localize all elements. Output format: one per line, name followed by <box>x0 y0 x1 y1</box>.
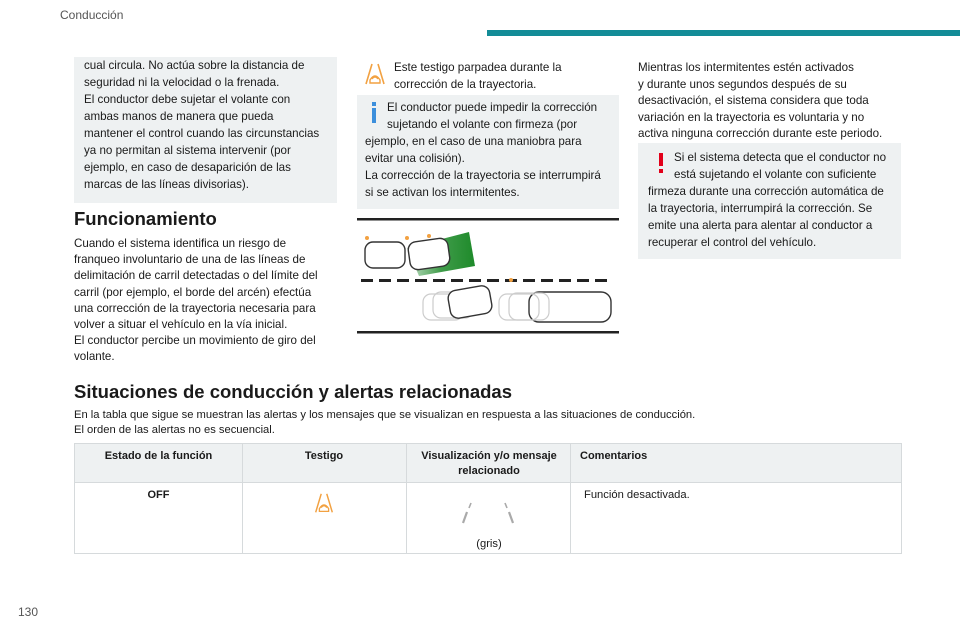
warning-note <box>357 60 619 92</box>
note-line: cual circula. No actúa sobre la distancia de <box>84 59 305 72</box>
note-line: El conductor debe sujetar el volante con <box>84 93 291 106</box>
body-line: franqueo involuntario de una de las líneas de <box>74 253 306 267</box>
note-line: marcas de las líneas divisorias). <box>84 178 249 191</box>
warning-line: corrección de la trayectoria. <box>394 77 537 91</box>
info-line: ejemplo, en el caso de una maniobra para <box>365 135 582 148</box>
note-box-continued <box>74 57 337 203</box>
column-divider <box>406 444 407 553</box>
header-accent-bar <box>487 30 960 36</box>
info-note-box <box>357 95 619 209</box>
body-line: una corrección de la trayectoria necesaria para <box>74 301 316 315</box>
alert-line: firmeza durante una corrección automática de <box>648 185 884 198</box>
cell-state: OFF <box>147 489 170 501</box>
situations-intro <box>74 408 904 438</box>
body-line: volante. <box>74 350 115 364</box>
page-number: 130 <box>18 605 39 619</box>
info-line: La corrección de la trayectoria se interrumpirá <box>365 169 601 182</box>
lane-lines-gray-icon <box>457 499 519 528</box>
note-line: mantener el control cuando las circunstancias <box>84 127 320 140</box>
body-line: delimitación de carril detectadas o del límite del <box>74 269 318 283</box>
cell-comment: Función desactivada. <box>584 489 690 501</box>
funcionamiento-body <box>74 236 342 366</box>
note-line: variación en la trayectoria es voluntaria y no <box>638 110 865 124</box>
heading-situaciones: Situaciones de conducción y alertas relacionadas <box>74 381 512 402</box>
lane-warning-indicator-icon <box>312 492 336 519</box>
info-icon <box>365 99 387 125</box>
note-line: seguridad ni la velocidad o la frenada. <box>84 76 280 89</box>
body-line: Cuando el sistema identifica un riesgo de <box>74 237 287 250</box>
alert-line: está sujetando el volante con suficiente <box>674 168 877 181</box>
alert-line: Si el sistema detecta que el conductor no <box>674 151 887 164</box>
alert-line: la trayectoria, interrumpirá la corrección. Se <box>648 202 873 215</box>
intro-line: En la tabla que sigue se muestran las alertas y los mensajes que se visualizan en respuesta a las situaciones de conducción. <box>74 409 696 421</box>
exclamation-icon <box>648 149 674 177</box>
lane-correction-illustration <box>357 218 619 338</box>
intro-line: El orden de las alertas no es secuencial. <box>74 424 275 436</box>
table-header-row <box>75 444 901 483</box>
column-divider <box>242 444 243 553</box>
note-line: ambas manos de manera que pueda <box>84 110 274 123</box>
info-line: evitar una colisión). <box>365 152 465 165</box>
cell-display-caption: (gris) <box>476 538 502 550</box>
body-line: carril (por ejemplo, el borde del arcén) efectúa <box>74 285 312 299</box>
lane-warning-icon <box>362 62 388 93</box>
warning-line: Este testigo parpadea durante la <box>394 61 562 74</box>
turn-signal-note <box>638 60 902 143</box>
info-line: si se activan los intermitentes. <box>365 186 520 199</box>
column-divider <box>570 444 571 553</box>
body-line: El conductor percibe un movimiento de giro del <box>74 334 316 348</box>
alert-line: recuperar el control del vehículo. <box>648 236 817 249</box>
note-line: desactivación, el sistema considera que toda <box>638 94 869 107</box>
header-testigo: Testigo <box>304 450 344 462</box>
heading-funcionamiento: Funcionamiento <box>74 208 217 229</box>
note-line: activa ninguna corrección durante este periodo. <box>638 127 883 140</box>
header-visualizacion: Visualización y/o mensaje relacionado <box>421 450 557 477</box>
note-line: y durante unos segundos después de su <box>638 77 847 91</box>
alert-line: emite una alerta para alentar al conductor a <box>648 219 873 232</box>
body-line: volver a situar el vehículo en la vía inicial. <box>74 318 288 332</box>
header-comentarios: Comentarios <box>580 450 648 462</box>
alert-note-box <box>638 143 901 259</box>
note-line: Mientras los intermitentes estén activados <box>638 61 854 74</box>
info-line: sujetando el volante con firmeza (por <box>387 118 578 131</box>
info-line: El conductor puede impedir la corrección <box>387 101 598 114</box>
header-section-title: Conducción <box>60 8 124 22</box>
note-line: ejemplo, en caso de desaparición de las <box>84 161 291 174</box>
alerts-table <box>74 443 902 554</box>
note-line: ya no permitan al sistema intervenir (por <box>84 144 291 157</box>
header-estado: Estado de la función <box>104 450 213 462</box>
